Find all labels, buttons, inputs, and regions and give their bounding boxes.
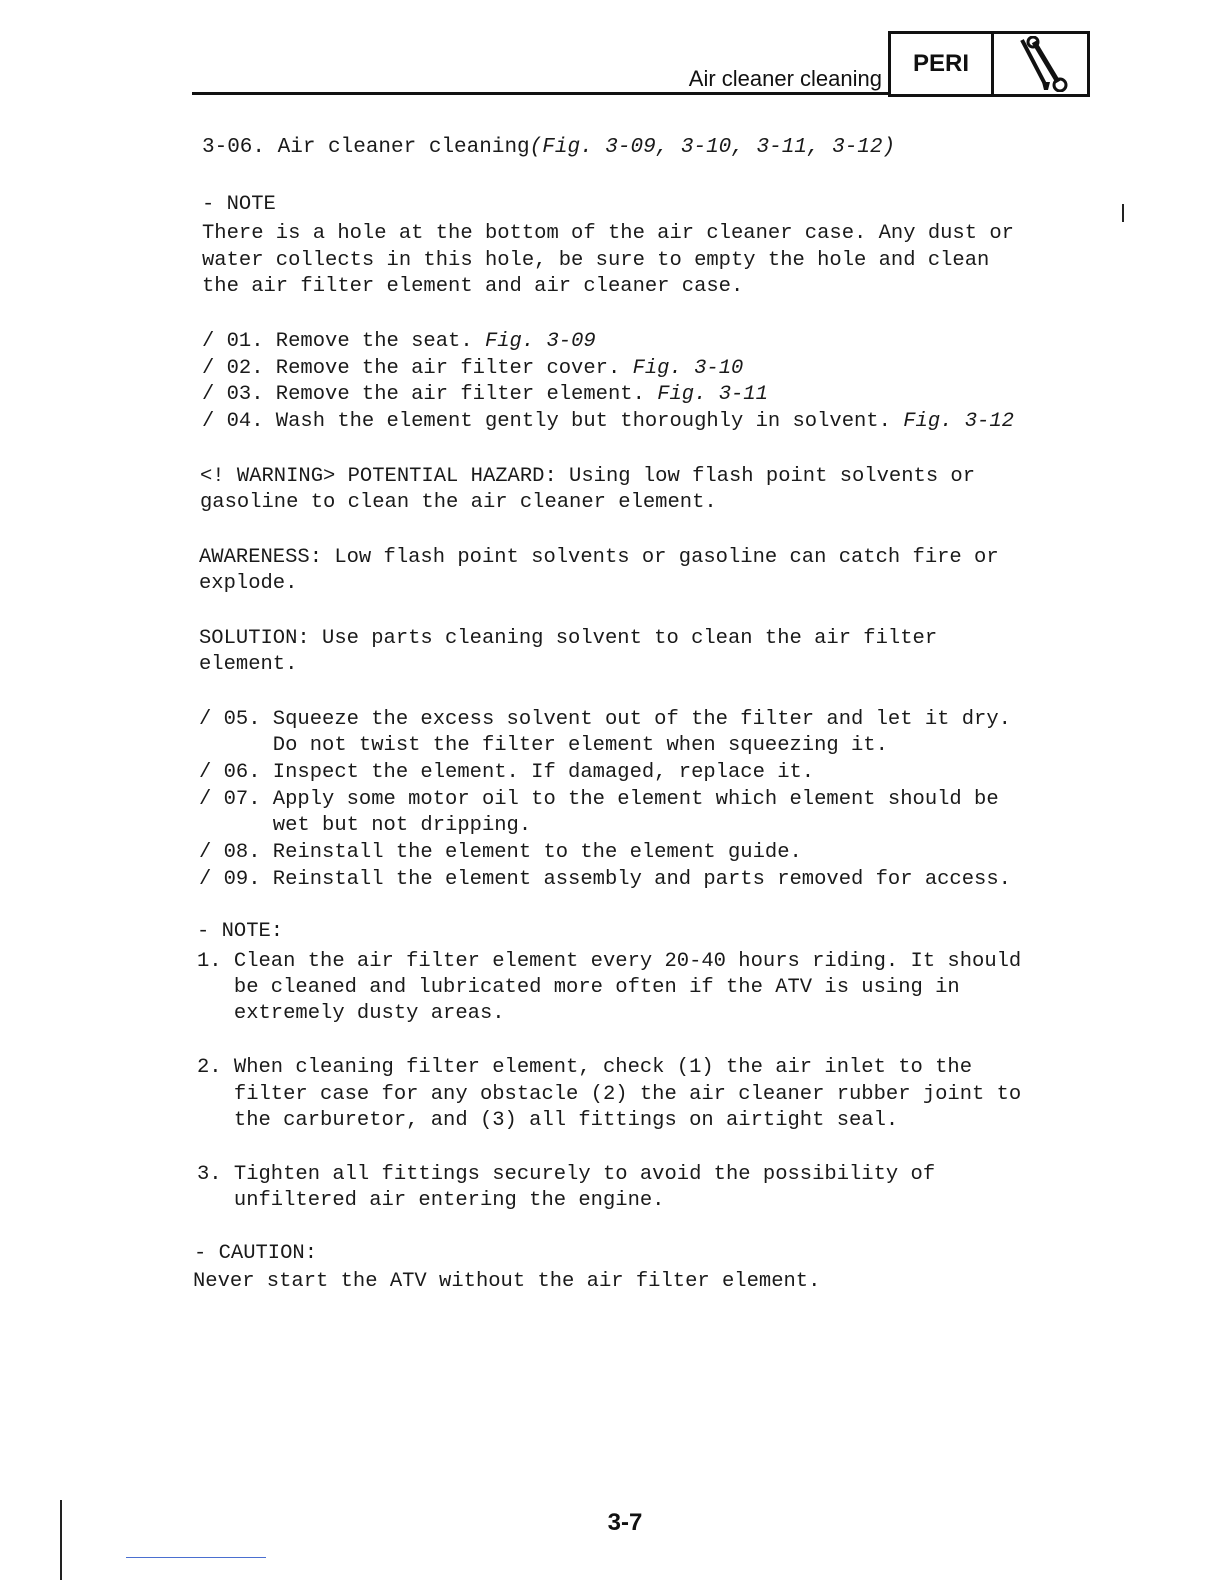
warning-line: gasoline to clean the air cleaner element. <box>200 491 717 514</box>
note-item-line: 2. When cleaning filter element, check (1) the air inlet to the <box>197 1056 973 1079</box>
step-fig: Fig. 3-11 <box>657 383 768 406</box>
note-item-line: extremely dusty areas. <box>197 1002 505 1025</box>
step-item <box>202 383 768 406</box>
section-title-text: 3-06. Air cleaner cleaning <box>202 136 530 159</box>
section-figs: (Fig. 3-09, 3-10, 3-11, 3-12) <box>529 136 896 159</box>
header-title: Air cleaner cleaning <box>688 66 882 91</box>
wrench-screwdriver-icon <box>994 34 1087 94</box>
note-label: - NOTE: <box>197 920 284 943</box>
step-text: / 02. Remove the air filter cover. <box>202 357 633 380</box>
warning-line: <! WARNING> POTENTIAL HAZARD: Using low flash point solvents or <box>200 465 976 488</box>
step-fig: Fig. 3-10 <box>632 357 744 380</box>
note-item-line: unfiltered air entering the engine. <box>197 1189 665 1212</box>
note-item-line: filter case for any obstacle (2) the air cleaner rubber joint to <box>197 1083 1022 1106</box>
scan-mark <box>60 1500 62 1580</box>
step-line: wet but not dripping. <box>199 814 532 837</box>
step-line: Do not twist the filter element when squeezing it. <box>199 734 888 757</box>
step-item <box>202 357 743 380</box>
step-line: / 06. Inspect the element. If damaged, replace it. <box>199 761 815 784</box>
solution-line: element. <box>199 653 298 676</box>
step-item <box>202 330 596 353</box>
step-fig: Fig. 3-09 <box>484 330 596 353</box>
step-item <box>202 410 1014 433</box>
badge-label: PERI <box>891 34 994 94</box>
caution-label: - CAUTION: <box>194 1242 318 1265</box>
section-title <box>202 136 895 159</box>
note-item-line: 3. Tighten all fittings securely to avoid the possibility of <box>197 1163 936 1186</box>
step-line: / 05. Squeeze the excess solvent out of the filter and let it dry. <box>199 708 1011 731</box>
note-line: water collects in this hole, be sure to empty the hole and clean <box>202 249 990 272</box>
step-line: / 07. Apply some motor oil to the element which element should be <box>199 788 999 811</box>
note-item-line: be cleaned and lubricated more often if the ATV is using in <box>197 976 960 999</box>
note-label: - NOTE <box>202 193 276 216</box>
scan-mark <box>1122 204 1124 222</box>
page-number: 3-7 <box>607 1509 643 1536</box>
step-line: / 08. Reinstall the element to the element guide. <box>199 841 802 864</box>
note-line: the air filter element and air cleaner case. <box>202 275 744 298</box>
note-line: There is a hole at the bottom of the air cleaner case. Any dust or <box>202 222 1014 245</box>
awareness-line: explode. <box>199 572 298 595</box>
step-fig: Fig. 3-12 <box>903 410 1014 433</box>
note-item-line: the carburetor, and (3) all fittings on airtight seal. <box>197 1109 899 1132</box>
awareness-line: AWARENESS: Low flash point solvents or gasoline can catch fire or <box>199 546 999 569</box>
step-text: / 03. Remove the air filter element. <box>202 383 658 406</box>
scan-mark <box>126 1557 266 1558</box>
section-badge <box>888 31 1090 97</box>
solution-line: SOLUTION: Use parts cleaning solvent to clean the air filter <box>199 627 938 650</box>
step-text: / 04. Wash the element gently but thoroughly in solvent. <box>202 410 904 433</box>
step-text: / 01. Remove the seat. <box>202 330 485 353</box>
caution-text: Never start the ATV without the air filter element. <box>193 1270 821 1293</box>
note-item-line: 1. Clean the air filter element every 20-40 hours riding. It should <box>197 950 1022 973</box>
header-rule <box>192 92 888 95</box>
step-line: / 09. Reinstall the element assembly and parts removed for access. <box>199 868 1011 891</box>
